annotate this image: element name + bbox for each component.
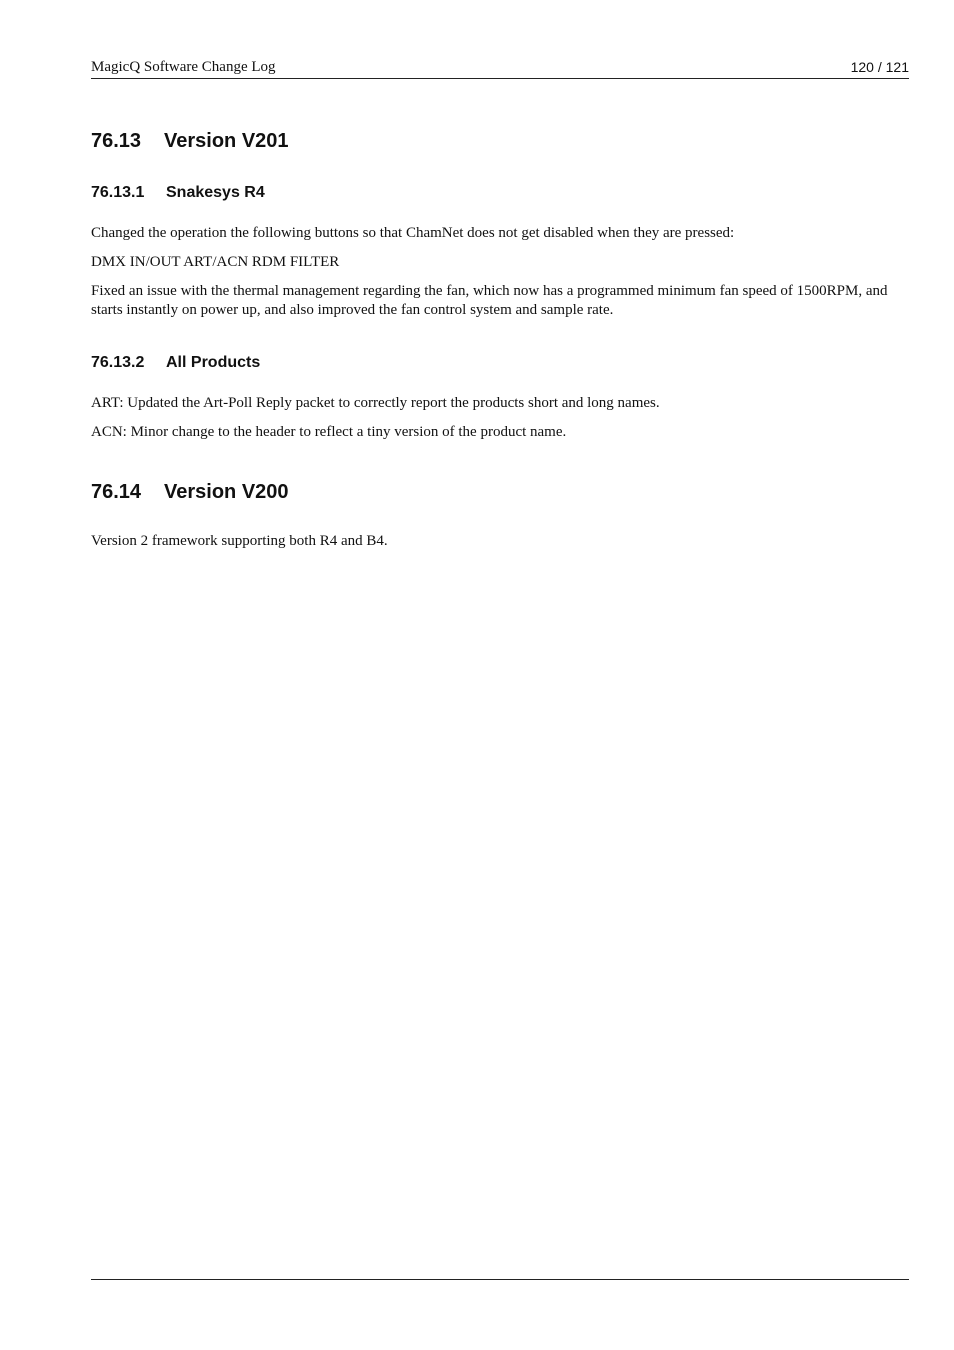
section-number: 76.13 bbox=[91, 130, 142, 152]
subsection-title: All Products bbox=[166, 354, 261, 371]
subsection-heading-all-products bbox=[91, 353, 260, 373]
subsection-title: Snakesys R4 bbox=[166, 184, 265, 201]
paragraph: ACN: Minor change to the header to reflect a tiny version of the product name. bbox=[91, 424, 567, 440]
section-title: Version V200 bbox=[164, 481, 289, 503]
section-number: 76.14 bbox=[91, 481, 142, 503]
paragraph: DMX IN/OUT ART/ACN RDM FILTER bbox=[91, 254, 340, 270]
document-title: MagicQ Software Change Log bbox=[91, 59, 276, 75]
section-title: Version V201 bbox=[164, 130, 289, 152]
paragraph: Fixed an issue with the thermal management regarding the fan, which now has a programmed minimum fan speed of 1500RPM, and starts instantly on power up, and also improved the fan control system and sample rate. bbox=[91, 283, 888, 318]
paragraph: ART: Updated the Art-Poll Reply packet to correctly report the products short and long names. bbox=[91, 395, 660, 411]
subsection-heading-snakesys-r4 bbox=[91, 183, 265, 203]
section-heading-version-v200 bbox=[91, 480, 289, 504]
section-heading-version-v201 bbox=[91, 129, 289, 153]
footer-rule bbox=[91, 1279, 909, 1280]
paragraph: Changed the operation the following buttons so that ChamNet does not get disabled when they are pressed: bbox=[91, 225, 735, 241]
paragraph: Version 2 framework supporting both R4 and B4. bbox=[91, 533, 388, 549]
subsection-number: 76.13.2 bbox=[91, 354, 145, 371]
subsection-number: 76.13.1 bbox=[91, 184, 145, 201]
page-number: 120 / 121 bbox=[850, 59, 909, 75]
page-header bbox=[91, 58, 909, 79]
